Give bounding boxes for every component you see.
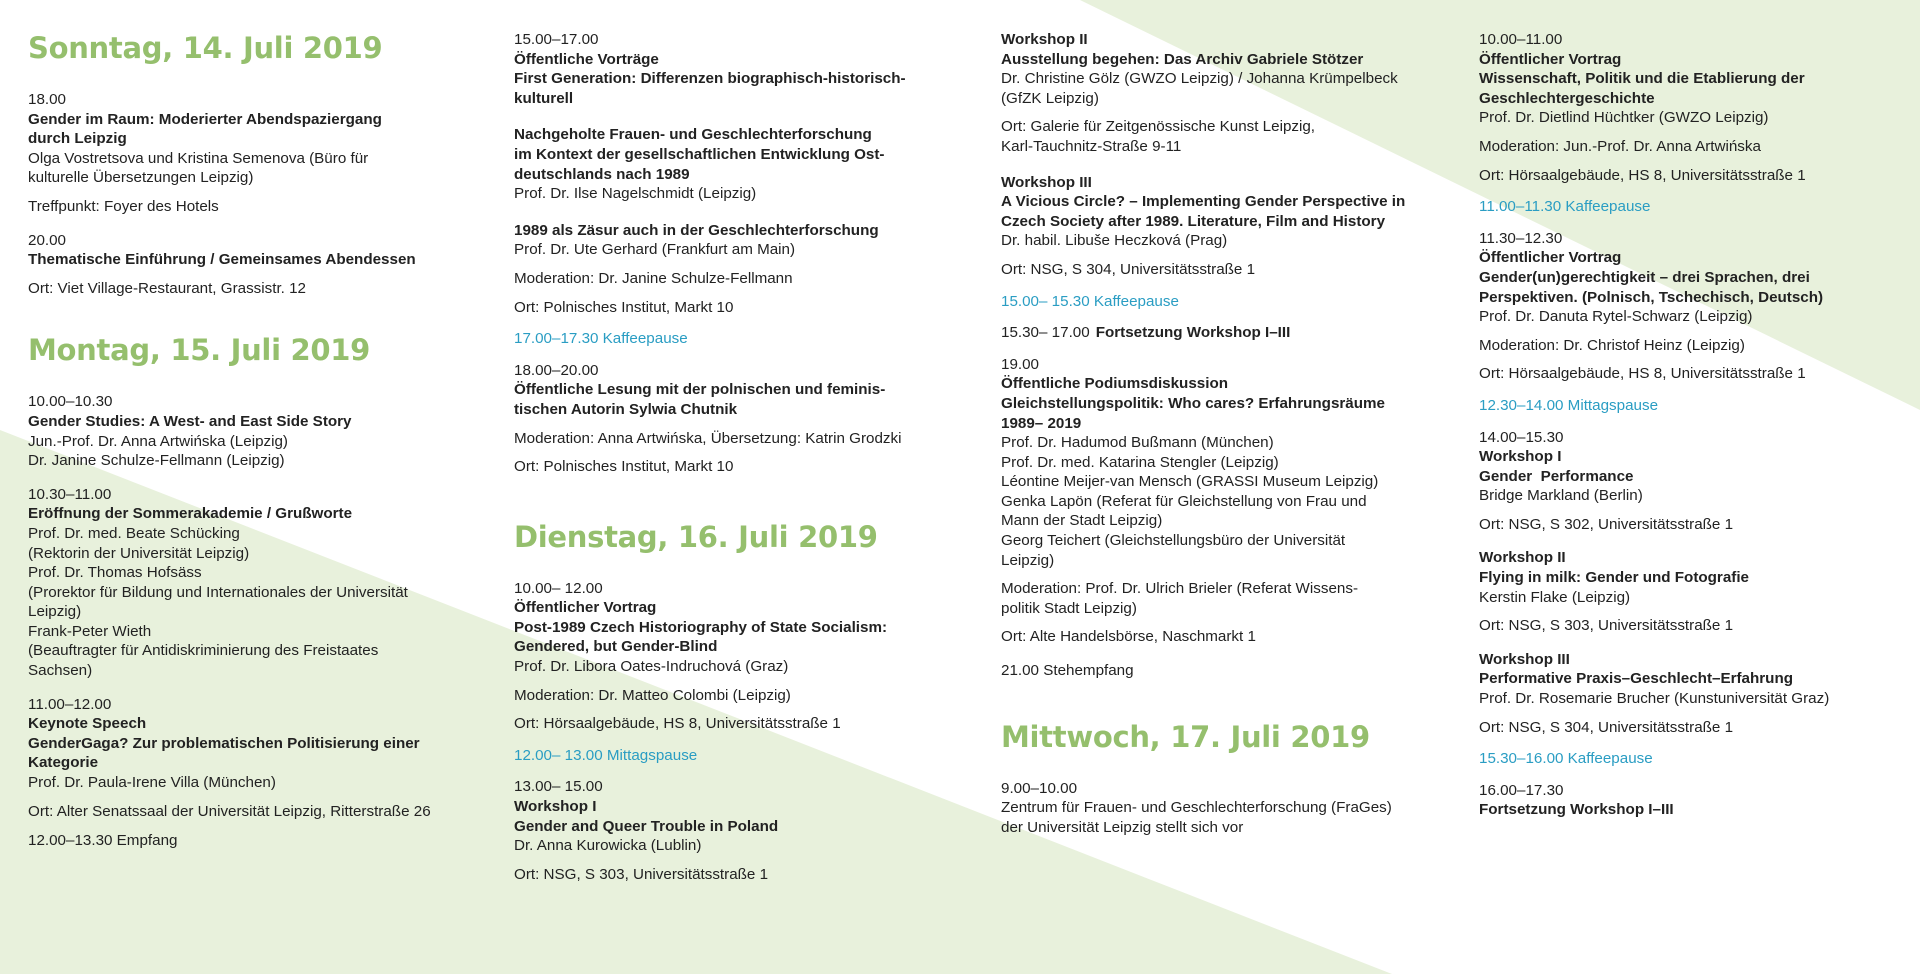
event-location: Treffpunkt: Foyer des Hotels (28, 197, 219, 215)
event-time: 16.00–17.30 (1479, 781, 1564, 799)
event-lecture-oates (514, 579, 960, 734)
pause-label: 11.00–11.30 Kaffeepause (1479, 198, 1651, 216)
event-speaker: (Rektorin der Universität Leipzig) (28, 544, 250, 562)
event-keynote (28, 695, 468, 822)
event-location: Ort: NSG, S 302, Universitätsstraße 1 (1479, 515, 1734, 533)
event-title: kulturell (514, 89, 574, 107)
event-workshop-3-praxis (1479, 650, 1915, 737)
event-speaker: Prof. Dr. Libora Oates-Indruchová (Graz) (514, 658, 789, 676)
event-title: durch Leipzig (28, 130, 127, 148)
event-location: Ort: Hörsaalgebäude, HS 8, Universitätsstraße 1 (1479, 365, 1806, 383)
event-walk (28, 90, 468, 217)
event-speaker: (GfZK Leipzig) (1001, 89, 1099, 107)
event-title: Thematische Einführung / Gemeinsames Abendessen (28, 251, 416, 269)
event-speaker: Prof. Dr. Dietlind Hüchtker (GWZO Leipzig) (1479, 109, 1769, 127)
event-frages (1001, 779, 1441, 838)
event-location: Ort: Hörsaalgebäude, HS 8, Universitätsstraße 1 (1479, 166, 1806, 184)
event-speaker: Sachsen) (28, 662, 93, 680)
event-title: 1989– 2019 (1001, 414, 1082, 432)
event-title: Kategorie (28, 754, 99, 772)
event-title: Fortsetzung Workshop I–III (1095, 324, 1291, 342)
event-location: Ort: NSG, S 304, Universitätsstraße 1 (1001, 260, 1256, 278)
day-heading-wednesday: Mittwoch, 17. Juli 2019 (1001, 719, 1370, 754)
event-time: 19.00 (1001, 355, 1040, 373)
event-time: 15.00–17.00 (514, 31, 599, 48)
event-speaker: Léontine Meijer-van Mensch (GRASSI Museum Leipzig) (1001, 473, 1379, 491)
event-title: Gender and Queer Trouble in Poland (514, 817, 779, 835)
event-title: Gender im Raum: Moderierter Abendspaziergang (28, 110, 382, 128)
column-3 (1001, 30, 1441, 847)
event-moderation: Moderation: Jun.-Prof. Dr. Anna Artwińska (1479, 137, 1761, 155)
event-speaker: Georg Teichert (Gleichstellungsbüro der Universität (1001, 532, 1346, 550)
coffee-break (1479, 749, 1915, 769)
event-speaker: Prof. Dr. med. Katarina Stengler (Leipzig) (1001, 453, 1279, 471)
event-time: 11.00–12.00 (28, 695, 112, 713)
event-speaker: kulturelle Übersetzungen Leipzig) (28, 169, 254, 187)
event-speaker: Jun.-Prof. Dr. Anna Artwińska (Leipzig) (28, 432, 288, 450)
event-location: Ort: NSG, S 303, Universitätsstraße 1 (514, 865, 769, 883)
column-4 (1479, 30, 1915, 830)
event-title: im Kontext der gesellschaftlichen Entwicklung Ost- (514, 145, 885, 163)
event-speaker: Mann der Stadt Leipzig) (1001, 512, 1163, 530)
event-title: Nachgeholte Frauen- und Geschlechterforschung (514, 126, 872, 144)
event-title: Workshop II (1001, 31, 1088, 48)
event-moderation: Moderation: Dr. Christof Heinz (Leipzig) (1479, 336, 1745, 354)
event-title: Gender(un)gerechtigkeit – drei Sprachen, drei (1479, 268, 1810, 286)
event-title: Öffentlicher Vortrag (1479, 249, 1622, 267)
event-workshop-2 (1001, 30, 1441, 157)
event-time: 12.00–13.30 Empfang (28, 832, 178, 850)
event-location: Ort: Alter Senatssaal der Universität Leipzig, Ritterstraße 26 (28, 802, 431, 820)
event-title: Öffentlicher Vortrag (514, 599, 657, 617)
event-speaker: Kerstin Flake (Leipzig) (1479, 588, 1631, 606)
event-location: Ort: NSG, S 303, Universitätsstraße 1 (1479, 617, 1734, 635)
event-title: Öffentliche Podiumsdiskussion (1001, 375, 1229, 393)
event-title: Workshop III (1001, 173, 1092, 191)
event-title: Keynote Speech (28, 715, 147, 733)
event-moderation: Moderation: Dr. Matteo Colombi (Leipzig) (514, 686, 791, 704)
event-location: Ort: Galerie für Zeitgenössische Kunst Leipzig, (1001, 118, 1316, 136)
event-speaker: Leipzig) (28, 603, 82, 621)
event-time: 14.00–15.30 (1479, 428, 1564, 446)
event-speaker: Prof. Dr. med. Beate Schücking (28, 524, 240, 542)
event-moderation: Moderation: Anna Artwińska, Übersetzung: Katrin Grodzki (514, 429, 902, 447)
event-speaker: Prof. Dr. Paula-Irene Villa (München) (28, 774, 276, 792)
day-heading-monday: Montag, 15. Juli 2019 (28, 333, 371, 368)
event-title: GenderGaga? Zur problematischen Politisierung einer (28, 734, 420, 752)
event-time: 10.00–10.30 (28, 393, 113, 411)
event-speaker: (Prorektor für Bildung und Internationales der Universität (28, 583, 408, 601)
event-title: Gender Studies: A West- and East Side Story (28, 412, 352, 430)
event-title: Performative Praxis–Geschlecht–Erfahrung (1479, 670, 1794, 688)
event-moderation: politik Stadt Leipzig) (1001, 599, 1137, 617)
day-heading-sunday: Sonntag, 14. Juli 2019 (28, 31, 383, 65)
event-description: der Universität Leipzig stellt sich vor (1001, 818, 1244, 836)
event-lecture-rytel (1479, 229, 1915, 384)
event-title: Öffentlicher Vortrag (1479, 50, 1622, 68)
event-workshop-2-photography (1479, 548, 1915, 635)
event-speaker: Dr. Anna Kurowicka (Lublin) (514, 837, 702, 855)
event-lecture-huchtker (1479, 30, 1915, 185)
event-speaker: (Beauftragter für Antidiskriminierung des Freistaates (28, 642, 379, 660)
event-moderation: Moderation: Dr. Janine Schulze-Fellmann (514, 269, 793, 287)
event-gender-studies (28, 392, 468, 470)
pause-label: 15.00– 15.30 Kaffeepause (1001, 292, 1179, 310)
event-location: Ort: Polnisches Institut, Markt 10 (514, 458, 734, 476)
event-lecture-nagelschmidt (514, 125, 960, 203)
event-title: Geschlechtergeschichte (1479, 89, 1655, 107)
event-workshop-1 (514, 777, 960, 884)
event-time: 10.00– 12.00 (514, 579, 603, 597)
event-title: Workshop I (514, 798, 597, 816)
event-opening (28, 485, 468, 681)
event-title: Gleichstellungspolitik: Who cares? Erfahrungsräume (1001, 394, 1385, 412)
event-title: Czech Society after 1989. Literature, Film and History (1001, 212, 1386, 230)
event-title: Post-1989 Czech Historiography of State Socialism: (514, 618, 888, 636)
event-time: 18.00 (28, 91, 67, 108)
event-moderation: Moderation: Prof. Dr. Ulrich Brieler (Referat Wissens- (1001, 580, 1359, 598)
event-description: Zentrum für Frauen- und Geschlechterforschung (FraGes) (1001, 799, 1392, 817)
event-title: Flying in milk: Gender und Fotografie (1479, 569, 1750, 587)
event-title: Gendered, but Gender-Blind (514, 638, 718, 656)
event-speaker: Prof. Dr. Danuta Rytel-Schwarz (Leipzig) (1479, 308, 1753, 326)
event-time: 10.00–11.00 (1479, 31, 1563, 48)
day-heading-tuesday: Dienstag, 16. Juli 2019 (514, 519, 878, 554)
event-time: 18.00–20.00 (514, 361, 599, 379)
event-time: 13.00– 15.00 (514, 778, 603, 796)
event-time: 10.30–11.00 (28, 485, 112, 503)
event-title: A Vicious Circle? – Implementing Gender Perspective in (1001, 193, 1406, 211)
event-title: Wissenschaft, Politik und die Etablierung der (1479, 70, 1805, 88)
event-speaker: Prof. Dr. Ute Gerhard (Frankfurt am Main) (514, 241, 796, 259)
event-speaker: Prof. Dr. Ilse Nagelschmidt (Leipzig) (514, 185, 757, 203)
event-speaker: Dr. Janine Schulze-Fellmann (Leipzig) (28, 452, 285, 470)
event-title: Workshop I (1479, 448, 1562, 466)
event-location: Ort: NSG, S 304, Universitätsstraße 1 (1479, 718, 1734, 736)
coffee-break (514, 329, 960, 349)
event-location: Karl-Tauchnitz-Straße 9-11 (1001, 137, 1182, 155)
event-time: 9.00–10.00 (1001, 779, 1078, 797)
event-title: 1989 als Zäsur auch in der Geschlechterforschung (514, 221, 879, 239)
lunch-break (514, 746, 960, 766)
event-workshop-3 (1001, 173, 1441, 280)
pause-label: 15.30–16.00 Kaffeepause (1479, 750, 1653, 768)
event-title: Perspektiven. (Polnisch, Tschechisch, Deutsch) (1479, 288, 1824, 306)
event-standing-reception (1001, 661, 1441, 681)
event-speaker: Prof. Dr. Rosemarie Brucher (Kunstuniversität Graz) (1479, 690, 1830, 708)
pause-label: 12.30–14.00 Mittagspause (1479, 396, 1659, 414)
event-location: Ort: Polnisches Institut, Markt 10 (514, 298, 734, 316)
event-workshop-1-performance (1479, 428, 1915, 535)
event-reading (514, 361, 960, 477)
event-speaker: Bridge Markland (Berlin) (1479, 487, 1643, 505)
event-speaker: Dr. habil. Libuše Heczková (Prag) (1001, 232, 1228, 250)
event-title: Workshop II (1479, 549, 1566, 567)
event-time: 21.00 Stehempfang (1001, 662, 1134, 680)
event-speaker: Olga Vostretsova und Kristina Semenova (Büro für (28, 149, 369, 167)
event-title: Gender Performance (1479, 467, 1634, 485)
column-2 (514, 30, 960, 894)
event-speaker: Frank-Peter Wieth (28, 622, 152, 640)
coffee-break (1001, 292, 1441, 312)
event-speaker: Prof. Dr. Hadumod Bußmann (München) (1001, 434, 1274, 452)
event-title: Öffentliche Lesung mit der polnischen und feminis- (514, 381, 886, 399)
event-location: Ort: Alte Handelsbörse, Naschmarkt 1 (1001, 628, 1256, 646)
event-title: Ausstellung begehen: Das Archiv Gabriele Stötzer (1001, 50, 1364, 68)
event-time: 11.30–12.30 (1479, 229, 1563, 247)
pause-label: 12.00– 13.00 Mittagspause (514, 746, 698, 764)
coffee-break (1479, 197, 1915, 217)
event-time: 20.00 (28, 231, 67, 249)
column-1 (28, 30, 468, 861)
event-title: Fortsetzung Workshop I–III (1479, 801, 1674, 819)
event-speaker: Prof. Dr. Thomas Hofsäss (28, 564, 202, 582)
event-lectures (514, 30, 960, 108)
event-location: Ort: Viet Village-Restaurant, Grassistr. 12 (28, 279, 306, 297)
event-title: First Generation: Differenzen biographisch-historisch- (514, 70, 906, 88)
event-time: 15.30– 17.00 (1001, 324, 1090, 342)
event-continuation (1479, 781, 1915, 820)
event-title: Öffentliche Vorträge (514, 50, 659, 68)
pause-label: 17.00–17.30 Kaffeepause (514, 330, 688, 348)
event-continuation (1001, 323, 1441, 343)
event-title: Eröffnung der Sommerakademie / Grußworte (28, 505, 353, 523)
event-title: Workshop III (1479, 650, 1570, 668)
event-reception (28, 831, 468, 851)
event-location: Ort: Hörsaalgebäude, HS 8, Universitätsstraße 1 (514, 715, 841, 733)
event-title: deutschlands nach 1989 (514, 165, 690, 183)
event-panel (1001, 355, 1441, 647)
event-speaker: Leipzig) (1001, 551, 1055, 569)
event-dinner (28, 231, 468, 299)
event-speaker: Genka Lapön (Referat für Gleichstellung von Frau und (1001, 492, 1367, 510)
event-lecture-gerhard (514, 221, 960, 317)
event-title: tischen Autorin Sylwia Chutnik (514, 400, 738, 418)
event-speaker: Dr. Christine Gölz (GWZO Leipzig) / Johanna Krümpelbeck (1001, 70, 1398, 88)
lunch-break (1479, 396, 1915, 416)
